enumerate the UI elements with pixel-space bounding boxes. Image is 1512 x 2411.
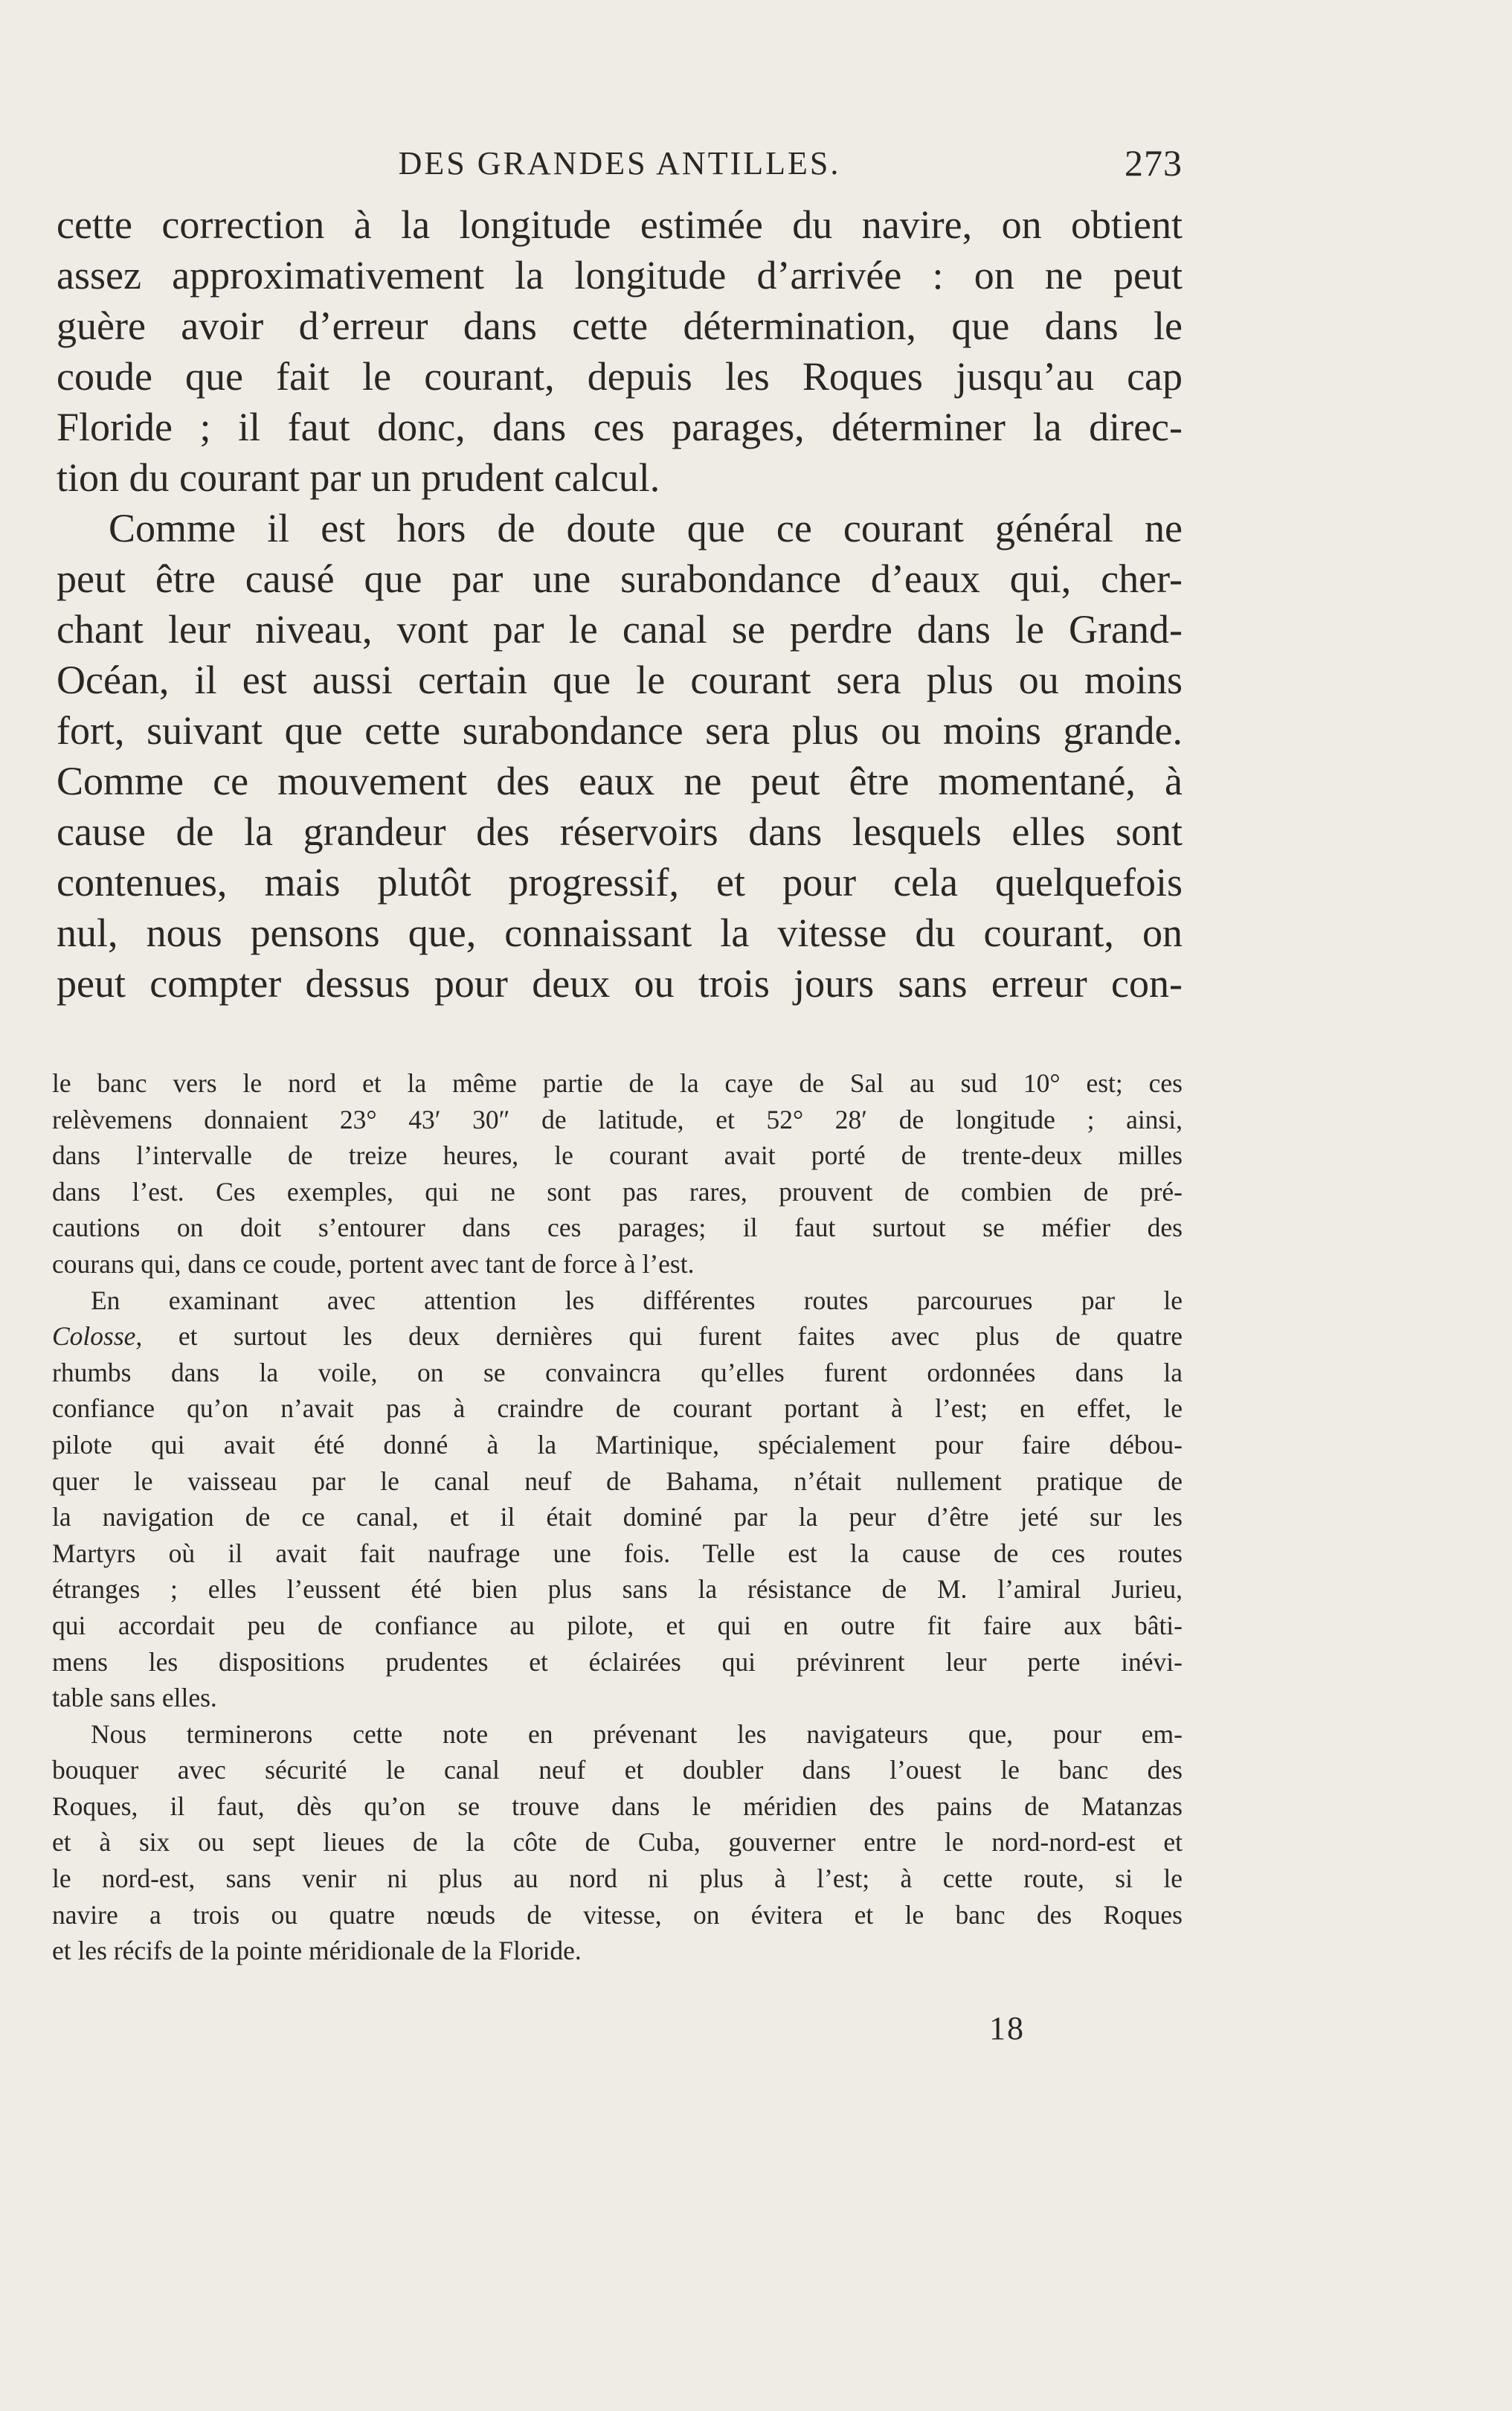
footnote-line: mens les dispositions prudentes et éclairées qui prévinrent leur perte inévi- bbox=[52, 1646, 1183, 1677]
footnote-line: Martyrs où il avait fait naufrage une fois. Telle est la cause de ces routes bbox=[52, 1538, 1183, 1568]
text-line: coude que fait le courant, depuis les Roques jusqu’au cap bbox=[57, 354, 1183, 399]
footnote-line: Nous terminerons cette note en prévenant les navigateurs que, pour em- bbox=[91, 1718, 1183, 1749]
footnote-line: Roques, il faut, dès qu’on se trouve dans le méridien des pains de Matanzas bbox=[52, 1791, 1183, 1821]
footnote-line: En examinant avec attention les différentes routes parcourues par le bbox=[91, 1285, 1183, 1315]
footnote-line: la navigation de ce canal, et il était dominé par la peur d’être jeté sur les bbox=[52, 1502, 1183, 1532]
text-line: fort, suivant que cette surabondance sera plus ou moins grande. bbox=[57, 708, 1183, 753]
text-line: assez approximativement la longitude d’arrivée : on ne peut bbox=[57, 253, 1183, 298]
text-line: Océan, il est aussi certain que le courant sera plus ou moins bbox=[57, 658, 1183, 702]
footnote-line: le banc vers le nord et la même partie de la caye de Sal au sud 10° est; ces bbox=[52, 1068, 1183, 1098]
text-line: tion du courant par un prudent calcul. bbox=[57, 455, 660, 500]
main-text bbox=[57, 199, 1183, 1009]
footnote-line: courans qui, dans ce coude, portent avec tant de force à l’est. bbox=[52, 1248, 695, 1279]
text-line: cause de la grandeur des réservoirs dans lesquels elles sont bbox=[57, 809, 1183, 854]
footnote-line: étranges ; elles l’eussent été bien plus sans la résistance de M. l’amiral Jurieu, bbox=[52, 1574, 1183, 1605]
footnote-line: dans l’intervalle de treize heures, le courant avait porté de trente-deux milles bbox=[52, 1140, 1183, 1171]
ship-name: Colosse, bbox=[52, 1321, 143, 1352]
signature-mark: 18 bbox=[989, 2010, 1025, 2046]
footnote-line: dans l’est. Ces exemples, qui ne sont pas rares, prouvent de combien de pré- bbox=[52, 1176, 1183, 1207]
footnote-line: table sans elles. bbox=[52, 1683, 217, 1713]
text-line: Comme ce mouvement des eaux ne peut être momentané, à bbox=[57, 759, 1183, 803]
footnote-line: bouquer avec sécurité le canal neuf et doubler dans l’ouest le banc des bbox=[52, 1755, 1183, 1785]
footnote-line: le nord-est, sans venir ni plus au nord ni plus à l’est; à cette route, si le bbox=[52, 1863, 1183, 1894]
text-line: cette correction à la longitude estimée du navire, on obtient bbox=[57, 202, 1183, 247]
footnote-line: confiance qu’on n’avait pas à craindre de courant portant à l’est; en effet, le bbox=[52, 1393, 1183, 1424]
text-line: guère avoir d’erreur dans cette détermination, que dans le bbox=[57, 304, 1183, 348]
footnote-line bbox=[52, 1318, 1183, 1355]
footnote-line: relèvemens donnaient 23° 43′ 30″ de latitude, et 52° 28′ de longitude ; ainsi, bbox=[52, 1104, 1183, 1134]
footnote-line: et les récifs de la pointe méridionale de la Floride. bbox=[52, 1936, 582, 1966]
footnote-line: qui accordait peu de confiance au pilote, et qui en outre fit faire aux bâti- bbox=[52, 1610, 1183, 1640]
text-line: Comme il est hors de doute que ce courant général ne bbox=[109, 506, 1183, 550]
text-line: contenues, mais plutôt progressif, et pour cela quelquefois bbox=[57, 860, 1183, 905]
footnote bbox=[52, 1065, 1183, 1969]
text-line: nul, nous pensons que, connaissant la vitesse du courant, on bbox=[57, 911, 1183, 955]
footnote-line: navire a trois ou quatre nœuds de vitesse, on évitera et le banc des Roques bbox=[52, 1899, 1183, 1930]
text-line: peut être causé que par une surabondance d’eaux qui, cher- bbox=[57, 556, 1183, 601]
text-line: peut compter dessus pour deux ou trois jours sans erreur con- bbox=[57, 961, 1183, 1006]
page-number: 273 bbox=[1125, 142, 1183, 184]
footnote-line: et à six ou sept lieues de la côte de Cuba, gouverner entre le nord-nord-est et bbox=[52, 1827, 1183, 1858]
footnote-line: pilote qui avait été donné à la Martinique, spécialement pour faire débou- bbox=[52, 1429, 1183, 1460]
page-header bbox=[57, 140, 1183, 192]
footnote-line: cautions on doit s’entourer dans ces parages; il faut surtout se méfier des bbox=[52, 1213, 1183, 1243]
text-line: chant leur niveau, vont par le canal se perdre dans le Grand- bbox=[57, 607, 1183, 652]
footnote-line: quer le vaisseau par le canal neuf de Bahama, n’était nullement pratique de bbox=[52, 1465, 1183, 1496]
running-title: DES GRANDES ANTILLES. bbox=[398, 145, 841, 182]
footnote-line: rhumbs dans la voile, on se convaincra qu’elles furent ordonnées dans la bbox=[52, 1357, 1183, 1387]
footnote-line-rest: et surtout les deux dernières qui furent faites avec plus de quatre bbox=[142, 1321, 1183, 1352]
text-line: Floride ; il faut donc, dans ces parages, déterminer la direc- bbox=[57, 405, 1183, 449]
